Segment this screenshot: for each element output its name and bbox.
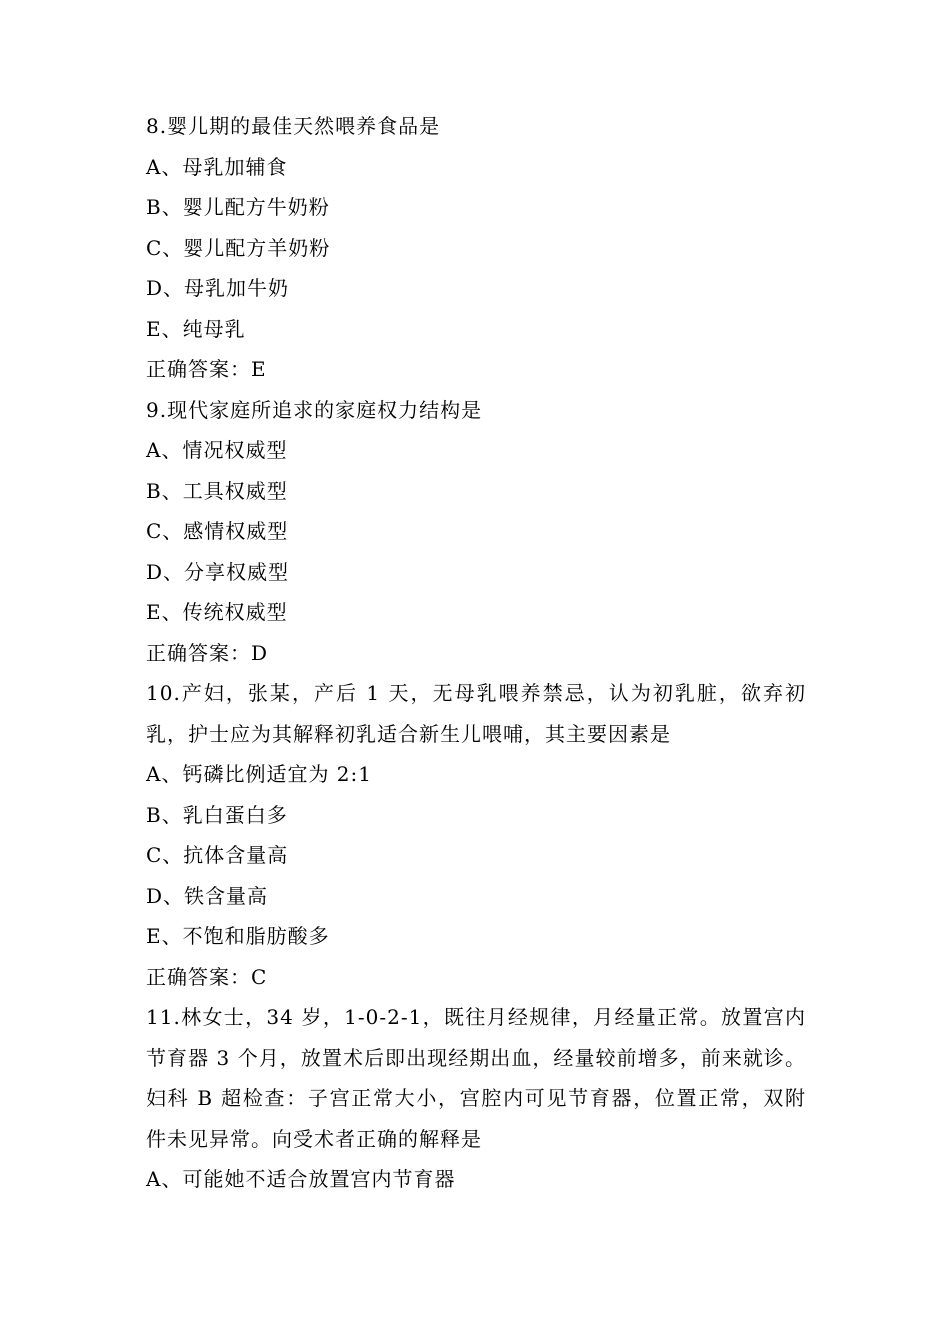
option-d: D、铁含量高	[146, 883, 269, 908]
option-e: E、不饱和脂肪酸多	[146, 924, 330, 948]
question-11	[146, 997, 806, 1200]
option-d: D、母乳加牛奶	[146, 276, 290, 300]
option-b: B、乳白蛋白多	[146, 802, 288, 827]
correct-answer: 正确答案：E	[146, 357, 267, 381]
option-a: A、可能她不适合放置宫内节育器	[146, 1167, 456, 1191]
option-a: A、钙磷比例适宜为 2:1	[146, 762, 372, 786]
option-e: E、纯母乳	[146, 316, 246, 341]
option-a: A、情况权威型	[146, 438, 288, 462]
option-a: A、母乳加辅食	[146, 154, 288, 179]
option-e: E、传统权威型	[146, 600, 288, 624]
option-c: C、感情权威型	[146, 519, 289, 543]
option-d: D、分享权威型	[146, 559, 290, 584]
option-c: C、婴儿配方羊奶粉	[146, 235, 331, 260]
question-9	[146, 390, 806, 674]
option-c: C、抗体含量高	[146, 843, 289, 867]
question-8	[146, 106, 806, 390]
correct-answer: 正确答案：C	[146, 964, 268, 989]
correct-answer: 正确答案：D	[146, 640, 269, 665]
question-stem: 10.产妇，张某，产后 1 天，无母乳喂养禁忌，认为初乳脏，欲弃初乳，护士应为其解释初乳适合新生儿喂哺，其主要因素是	[146, 681, 806, 746]
question-stem: 9.现代家庭所追求的家庭权力结构是	[146, 397, 483, 422]
question-list	[146, 106, 806, 1200]
question-10	[146, 673, 806, 997]
question-stem: 8.婴儿期的最佳天然喂养食品是	[146, 114, 441, 138]
option-b: B、婴儿配方牛奶粉	[146, 195, 330, 219]
question-stem: 11.林女士，34 岁，1-0-2-1，既往月经规律，月经量正常。放置宫内节育器 3 个月，放置术后即出现经期出血，经量较前增多，前来就诊。妇科 B 超检查：子宫正常大小，宫腔内可见节育器，位置正常，双附件未见异常。向受术者正确的解释是	[146, 1005, 806, 1151]
option-b: B、工具权威型	[146, 478, 288, 503]
